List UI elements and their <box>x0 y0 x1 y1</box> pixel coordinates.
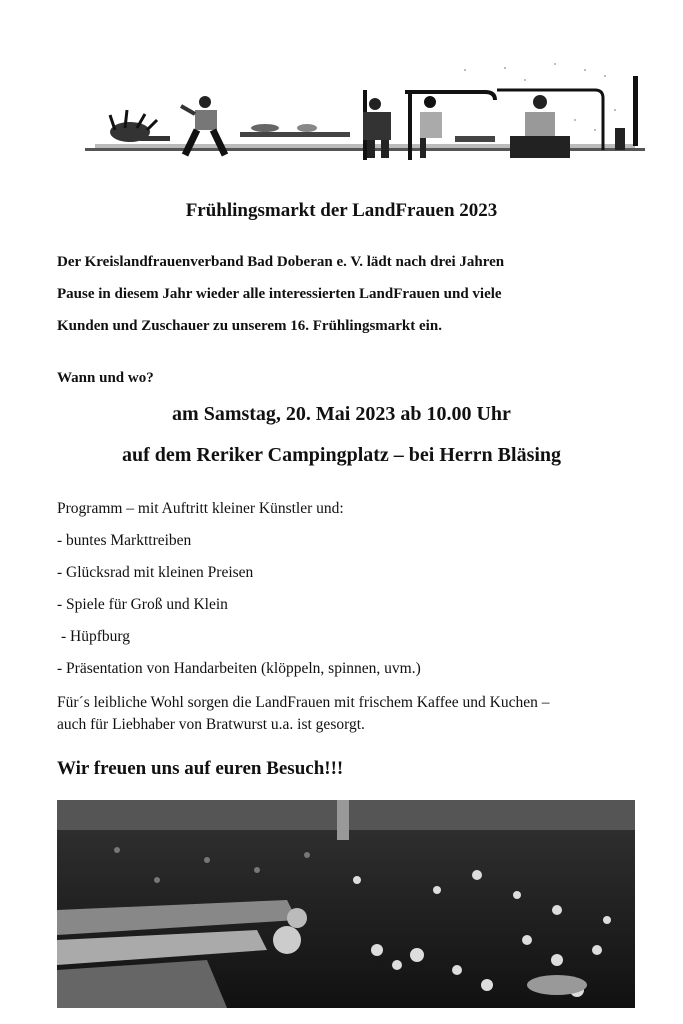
when-where-label: Wann und wo? <box>57 370 154 386</box>
intro-line: Pause in diesem Jahr wieder alle interessierten LandFrauen und viele <box>57 286 502 302</box>
market-stall-illustration <box>85 40 645 170</box>
program-item: - buntes Markttreiben <box>57 532 192 549</box>
intro-line: Der Kreislandfrauenverband Bad Doberan e. V. lädt nach drei Jahren <box>57 254 505 270</box>
program-item: - Glücksrad mit kleinen Preisen <box>57 564 254 581</box>
intro-paragraph <box>57 246 647 342</box>
plant-icon <box>110 110 170 142</box>
program-list <box>57 498 421 690</box>
program-item: - Präsentation von Handarbeiten (klöppeln, spinnen, uvm.) <box>57 660 421 677</box>
person-icon <box>510 95 570 158</box>
page-title: Frühlingsmarkt der LandFrauen 2023 <box>185 200 498 221</box>
closing-line: Wir freuen uns auf euren Besuch!!! <box>57 758 344 779</box>
program-item: - Hüpfburg <box>61 628 131 645</box>
program-intro: Programm – mit Auftritt kleiner Künstler und: <box>57 500 344 517</box>
food-line: Für´s leibliche Wohl sorgen die LandFrauen mit frischem Kaffee und Kuchen – <box>57 694 550 711</box>
program-item: - Spiele für Groß und Klein <box>57 596 228 613</box>
garden-photo <box>57 800 635 1008</box>
event-location: auf dem Reriker Campingplatz – bei Herrn Bläsing <box>121 444 562 466</box>
intro-line: Kunden und Zuschauer zu unserem 16. Frühlingsmarkt ein. <box>57 318 442 334</box>
food-paragraph <box>57 692 657 736</box>
food-line: auch für Liebhaber von Bratwurst u.a. ist gesorgt. <box>57 716 365 733</box>
event-date: am Samstag, 20. Mai 2023 ab 10.00 Uhr <box>172 403 511 425</box>
